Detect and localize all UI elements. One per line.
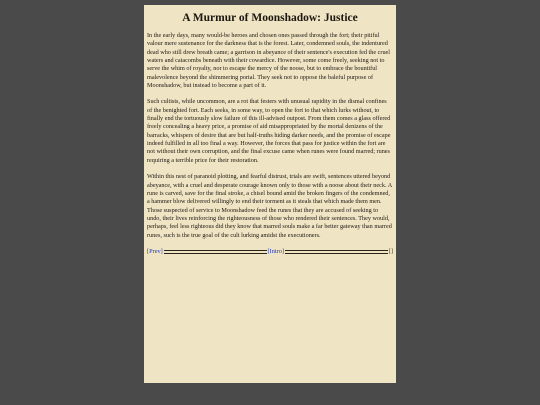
- next-placeholder: []: [388, 247, 393, 255]
- prev-link[interactable]: Prev: [149, 247, 161, 255]
- paragraph-3: Within this nest of paranoid plotting, and fearful distrust, trials are swift, sentences uttered beyond abeyance, with a cruel and desperate courage known only to those with a noose about their neck. A rune is carved, save for the final stroke, a chisel bound amid the broken fingers of the condemned, a hammer blow delivered willingly to end their torment as it steals that which made them men. Those suspected of service to Moonshadow feed the runes that they are accused of seeking to undo, their lives reinforcing the righteousness of those who rendered their sentences. They would, perhaps, feel less righteous did they know that marred souls make a far better gateway than marred runes, such is the true goal of the cult lurking amidst the executioners.: [147, 173, 392, 239]
- paragraph-1: In the early days, many would-be heroes and chosen ones passed through the fort; their pitiful valour mere sustenance for the darkness that is the forest. Later, condemned souls, the indentured dead who still drew breath came; a garrison in abeyance of their sentence's execution fed the cruel waters and catacombs beneath with their cowardice. However, some come freely, seeking not to serve the whim of royalty, nor to escape the mercy of the noose, but to embrace the bountiful malevolence beyond the shimmering portal. They seek not to oppose the baleful purpose of Moonshadow, but instead to become a part of it.: [147, 32, 391, 90]
- prev-close-bracket: ]: [160, 247, 163, 255]
- prev-open-bracket: [: [147, 247, 150, 255]
- nav-divider-right: [285, 250, 388, 254]
- intro-link[interactable]: Intro: [269, 247, 282, 255]
- intro-close-bracket: ]: [281, 247, 285, 255]
- nav-divider-left: [164, 250, 267, 254]
- paragraph-2: Such cultists, while uncommon, are a rot that festers with unusual rapidity in the dismal confines of the benighted fort. Each seeks, in some way, to open the fort to that which lurks without, to finally end the tortuously slow failure of this ill-advised outpost. From them comes a glass offered freely concealing a heavy price, a promise of aid misappropriated by the mortal denizens of the barracks, whispers of desire that are but half-truths hiding darker needs, and the promise of escape indeed fulfilled in all too final a way. However, the forces that pass for justice within the fort are not without their own corruption, and the final excuse came when runes were found marred; runes requiring a terrible price for their restoration.: [147, 98, 391, 164]
- intro-open-bracket: [: [267, 247, 270, 255]
- page-navigation: [147, 248, 393, 256]
- page-title: A Murmur of Moonshadow: Justice: [182, 12, 358, 24]
- story-page: [144, 5, 396, 383]
